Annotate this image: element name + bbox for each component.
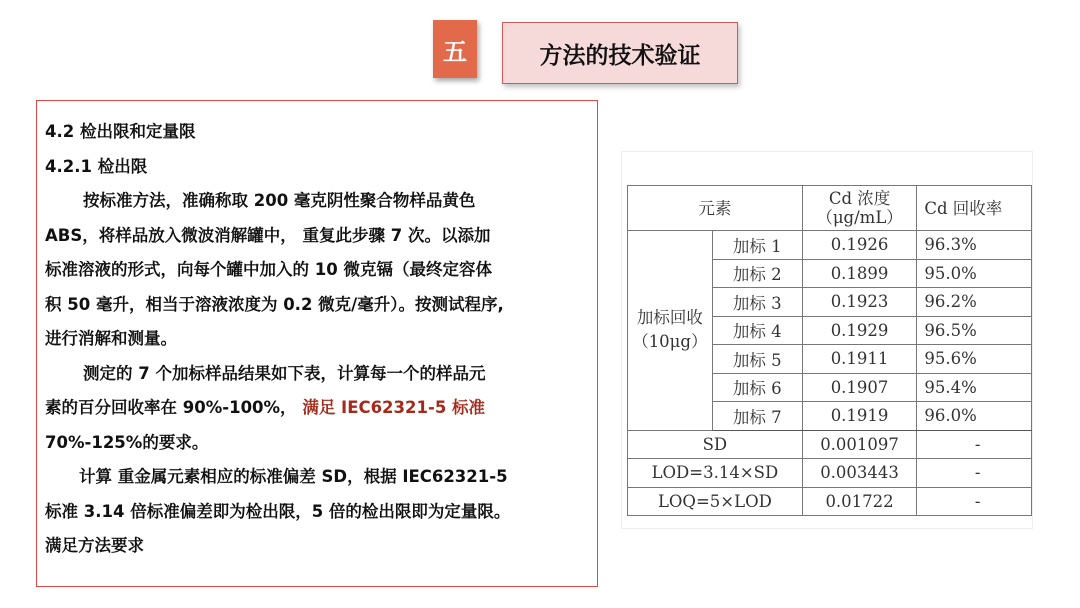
- row-recovery: 95.0%: [917, 259, 1032, 288]
- row-label: 加标 5: [712, 345, 802, 374]
- row-recovery: 96.2%: [917, 288, 1032, 317]
- paragraph-line: [45, 391, 597, 426]
- paragraph-line: 计算 重金属元素相应的标准偏差 SD，根据 IEC62321-5: [79, 467, 508, 486]
- row-recovery: 96.0%: [917, 402, 1032, 431]
- row-concentration: 0.1919: [802, 402, 917, 431]
- highlight-text: 满足 IEC62321-5 标准: [302, 398, 486, 417]
- paragraph-line: 测定的 7 个加标样品结果如下表，计算每一个的样品元: [83, 363, 486, 383]
- header-concentration: [802, 186, 917, 231]
- summary-row: [628, 487, 1032, 516]
- summary-row: [628, 430, 1032, 459]
- text-panel: [36, 100, 598, 587]
- row-concentration: 0.1926: [802, 231, 917, 260]
- summary-label: SD: [628, 430, 803, 459]
- row-label: 加标 3: [712, 288, 802, 317]
- row-concentration: 0.1911: [802, 345, 917, 374]
- row-label: 加标 1: [712, 231, 802, 260]
- group-label: [628, 231, 713, 431]
- table-row: [628, 231, 1032, 260]
- header-element: 元素: [628, 186, 803, 231]
- summary-recovery: -: [917, 430, 1032, 459]
- summary-recovery: -: [917, 459, 1032, 488]
- group-label-line2: （10μg）: [632, 332, 708, 352]
- row-recovery: 96.5%: [917, 316, 1032, 345]
- row-label: 加标 2: [712, 259, 802, 288]
- section-title: 方法的技术验证: [502, 22, 738, 84]
- header-concentration-line1: Cd 浓度: [828, 189, 891, 208]
- summary-value: 0.003443: [802, 459, 917, 488]
- paragraph-line: ABS，将样品放入微波消解罐中， 重复此步骤 7 次。以添加: [45, 225, 491, 245]
- summary-value: 0.001097: [802, 430, 917, 459]
- heading-4-2-1: 4.2.1 检出限: [45, 156, 148, 176]
- row-recovery: 95.4%: [917, 373, 1032, 402]
- paragraph-line: 标准溶液的形式，向每个罐中加入的 10 微克镉（最终定容体: [45, 260, 492, 279]
- header-recovery: Cd 回收率: [917, 186, 1032, 231]
- summary-label: LOD=3.14×SD: [628, 459, 803, 488]
- row-recovery: 96.3%: [917, 231, 1032, 260]
- row-concentration: 0.1907: [802, 373, 917, 402]
- paragraph-line: 满足方法要求: [45, 536, 144, 555]
- paragraph-line: 标准 3.14 倍标准偏差即为检出限，5 倍的检出限即为定量限。: [45, 501, 511, 521]
- row-label: 加标 4: [712, 316, 802, 345]
- paragraph-line: 按标准方法，准确称取 200 毫克阴性聚合物样品黄色: [83, 191, 476, 210]
- table-image: [622, 152, 1032, 528]
- row-recovery: 95.6%: [917, 345, 1032, 374]
- row-concentration: 0.1929: [802, 316, 917, 345]
- paragraph-line: 进行消解和测量。: [45, 329, 177, 348]
- paragraph-text: 素的百分回收率在 90%-100%，: [45, 398, 297, 417]
- highlight-text: 70%-125%的要求。: [45, 432, 209, 452]
- group-label-line1: 加标回收: [636, 308, 703, 328]
- summary-value: 0.01722: [802, 487, 917, 516]
- row-concentration: 0.1923: [802, 288, 917, 317]
- section-number-badge: 五: [433, 20, 477, 78]
- row-concentration: 0.1899: [802, 259, 917, 288]
- summary-recovery: -: [917, 487, 1032, 516]
- summary-row: [628, 459, 1032, 488]
- row-label: 加标 7: [712, 402, 802, 431]
- recovery-table: [627, 185, 1032, 516]
- row-label: 加标 6: [712, 373, 802, 402]
- summary-label: LOQ=5×LOD: [628, 487, 803, 516]
- heading-4-2: 4.2 检出限和定量限: [45, 122, 196, 141]
- table-header-row: [628, 186, 1032, 231]
- header-concentration-line2: （μg/mL）: [816, 208, 903, 227]
- paragraph-line: 积 50 毫升，相当于溶液浓度为 0.2 微克/毫升）。按测试程序,: [45, 294, 504, 314]
